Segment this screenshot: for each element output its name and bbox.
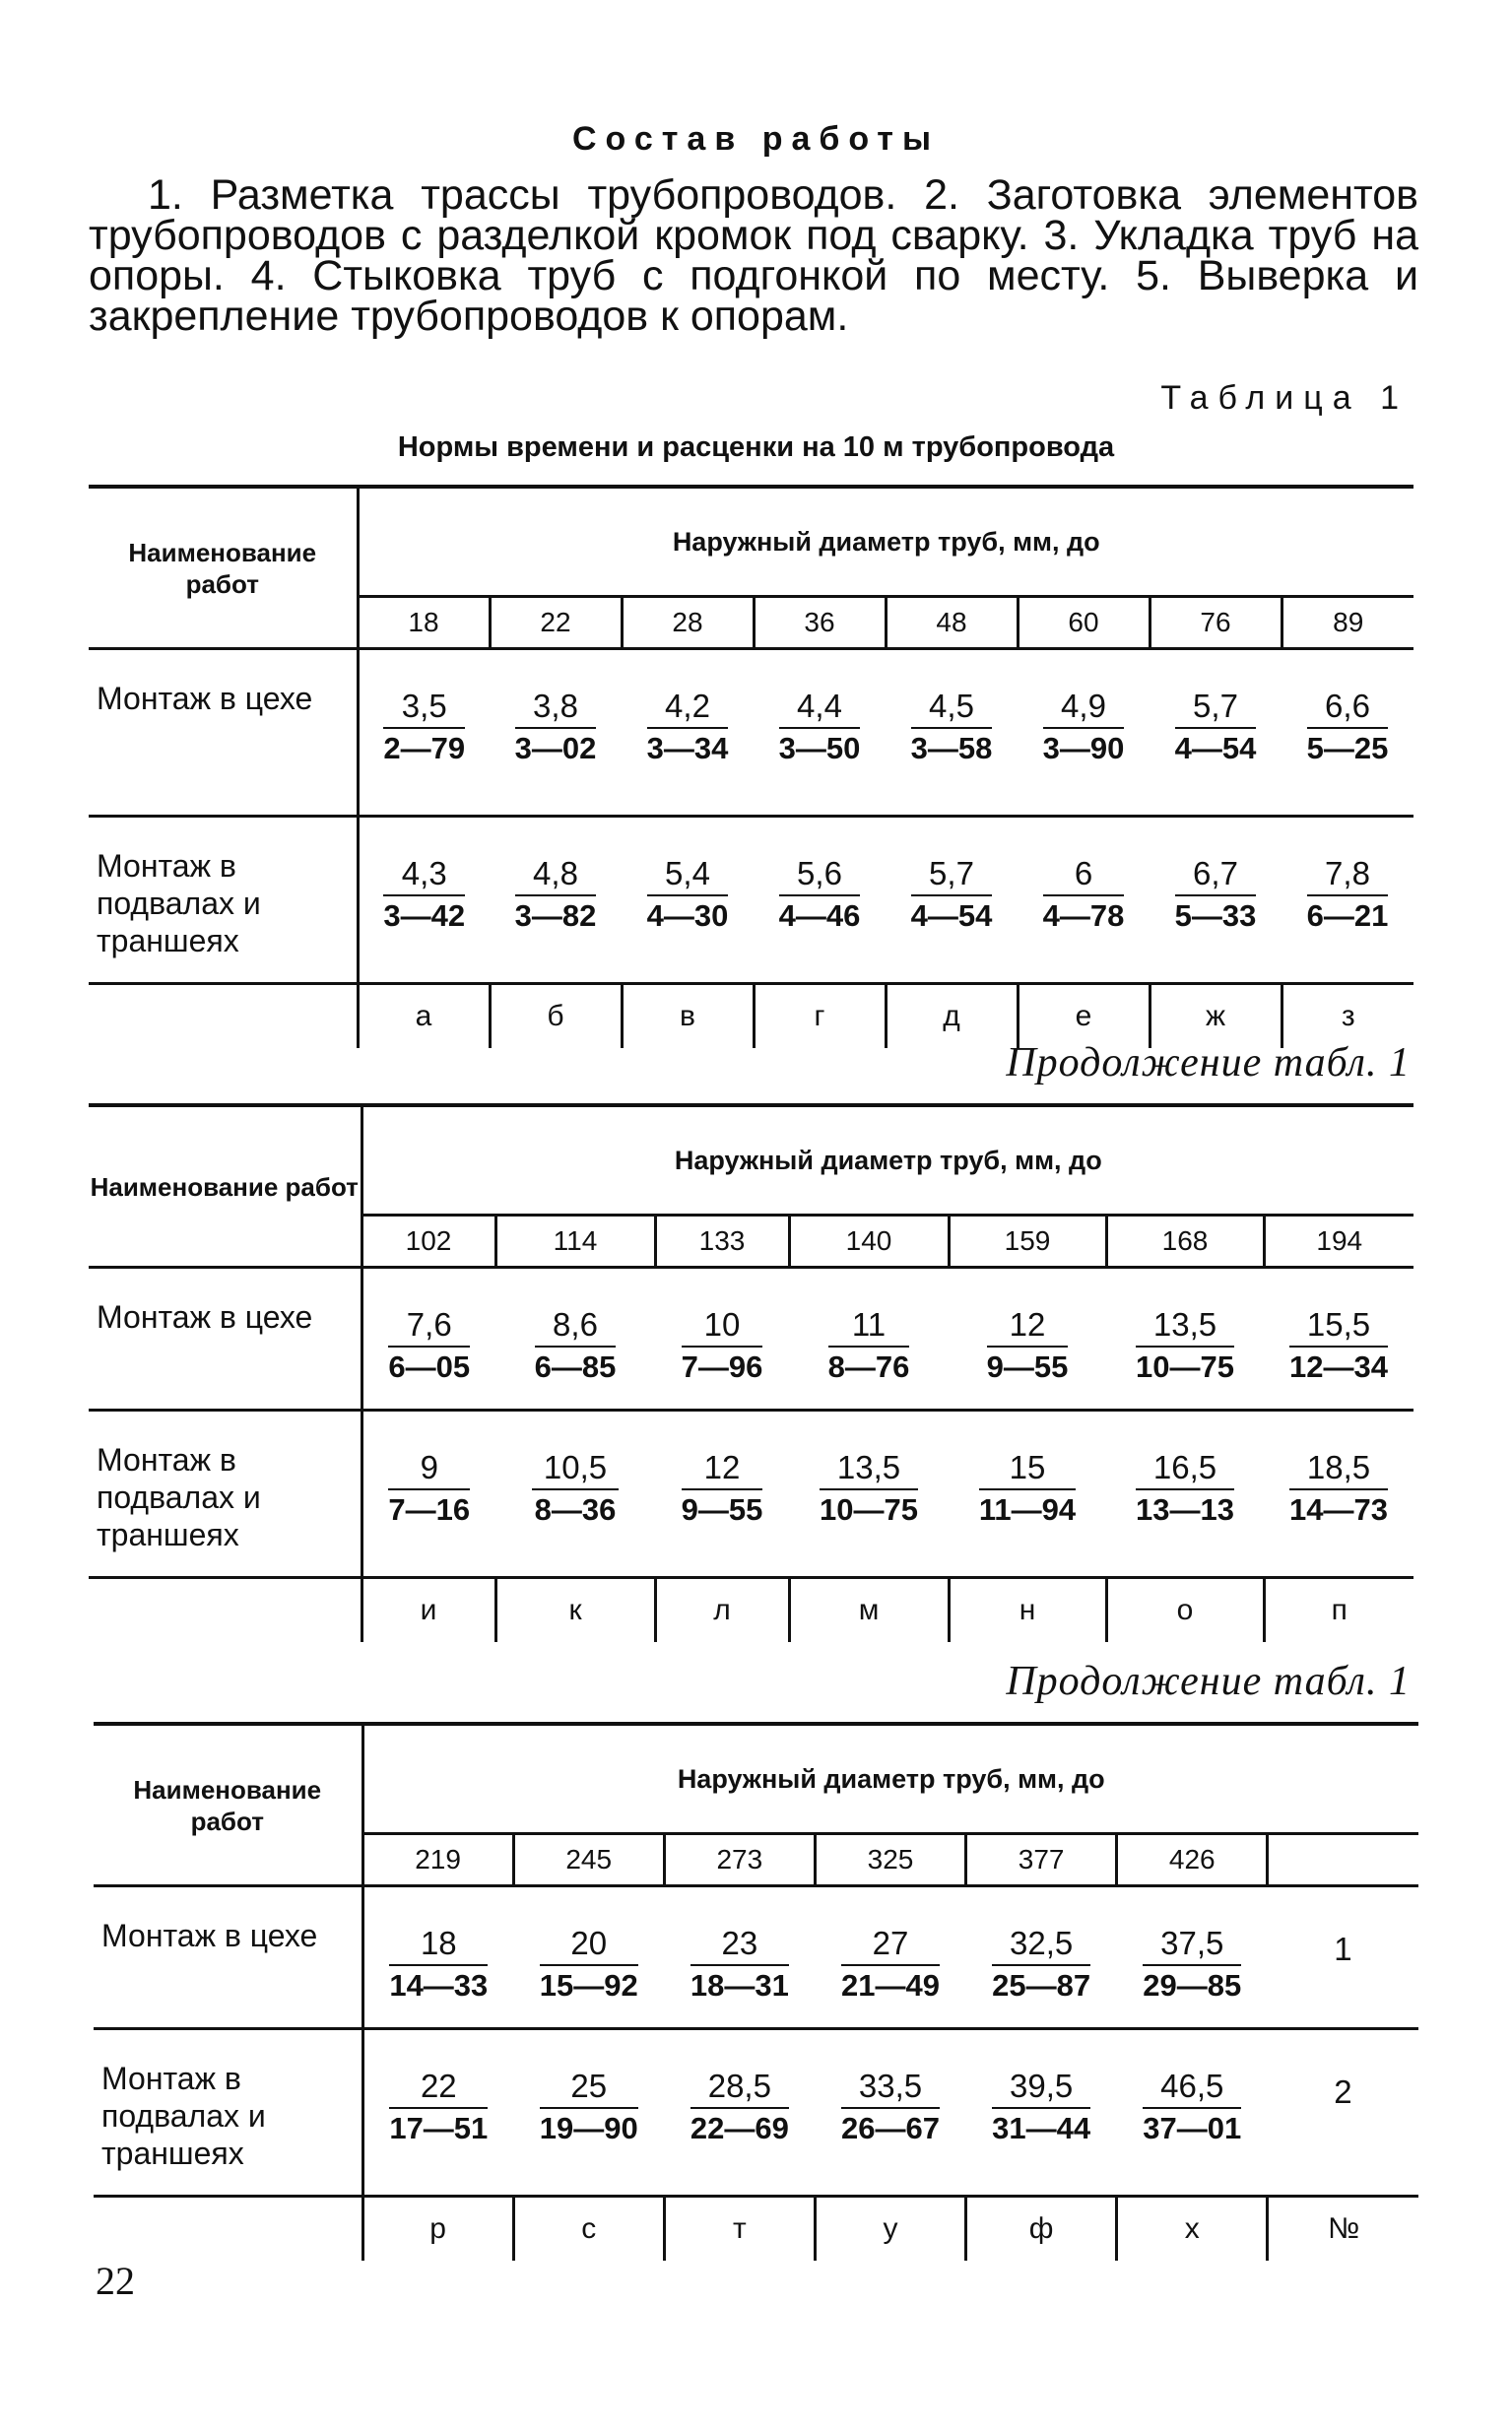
norm-cell: [513, 1886, 664, 2029]
column-letter: л: [655, 1578, 789, 1643]
norm-time: 12: [987, 1306, 1069, 1348]
norm-rate: 3—90: [1042, 731, 1125, 765]
norm-rate: 22—69: [690, 2111, 789, 2145]
diameter-cell: 168: [1106, 1216, 1264, 1268]
col-name-header: Наименование работ: [89, 1105, 362, 1268]
norm-time: 3,8: [515, 688, 597, 729]
norm-rate: 31—44: [992, 2111, 1091, 2145]
norm-time: 5,7: [911, 855, 993, 896]
diameter-cell: 377: [966, 1834, 1117, 1886]
norm-time: 5,7: [1175, 688, 1257, 729]
norm-rate: 19—90: [539, 2111, 638, 2145]
norm-rate: 8—36: [534, 1492, 617, 1527]
norm-cell: [1150, 649, 1282, 817]
norm-cell: [815, 2029, 965, 2197]
norm-time: 11: [828, 1306, 910, 1348]
norm-cell: [1117, 1886, 1268, 2029]
norm-time: 8,6: [535, 1306, 617, 1348]
norm-cell: [886, 649, 1018, 817]
norm-time: 37,5: [1143, 1925, 1241, 1966]
norm-rate: 6—85: [534, 1349, 617, 1384]
diameter-cell: 426: [1117, 1834, 1268, 1886]
norm-time: 15: [979, 1449, 1076, 1490]
section-heading: Состав работы: [572, 120, 940, 158]
norm-rate: 3—82: [514, 898, 597, 933]
norm-time: 10,5: [532, 1449, 619, 1490]
work-description-text: 1. Разметка трассы трубопроводов. 2. Заготовка элементов трубопроводов с разделкой кромок под сварку. 3. Укладка труб на опоры. 4. Стыковка труб с подгонкой по месту. 5. Выверка и закрепление трубопроводов к опорам.: [89, 171, 1418, 340]
column-letter: №: [1268, 2197, 1418, 2262]
norm-cell: [655, 1411, 789, 1578]
norm-cell: [966, 1886, 1117, 2029]
diameter-cell: 140: [789, 1216, 949, 1268]
diameter-cell: 89: [1282, 597, 1413, 649]
norm-rate: 6—05: [388, 1349, 471, 1384]
norm-cell: [754, 649, 886, 817]
norm-time: 33,5: [841, 2068, 940, 2109]
norm-rate: 21—49: [841, 1968, 940, 2003]
norm-cell: [362, 1886, 513, 2029]
norm-time: 16,5: [1136, 1449, 1234, 1490]
norm-cell: [513, 2029, 664, 2197]
diameter-cell: 22: [490, 597, 622, 649]
norm-time: 27: [841, 1925, 940, 1966]
diameter-cell: 273: [664, 1834, 815, 1886]
norm-rate: 4—30: [646, 898, 729, 933]
norm-time: 9: [388, 1449, 470, 1490]
norm-time: 6,7: [1175, 855, 1257, 896]
column-letter: д: [886, 984, 1018, 1049]
norm-rate: 3—50: [778, 731, 861, 765]
norm-time: 15,5: [1289, 1306, 1388, 1348]
diameter-cell: 194: [1264, 1216, 1413, 1268]
column-letter: х: [1117, 2197, 1268, 2262]
norm-rate: 26—67: [841, 2111, 940, 2145]
norm-time: 3,5: [383, 688, 465, 729]
column-letter: ж: [1150, 984, 1282, 1049]
norm-rate: 3—34: [646, 731, 729, 765]
column-letter: б: [490, 984, 622, 1049]
table-label: Таблица 1: [1160, 379, 1409, 417]
col-name-header: Наименование работ: [94, 1724, 362, 1886]
column-letter: в: [622, 984, 754, 1049]
column-letter: е: [1018, 984, 1150, 1049]
norm-rate: 29—85: [1143, 1968, 1242, 2003]
norm-cell: [362, 1268, 495, 1411]
column-letter: м: [789, 1578, 949, 1643]
norm-time: 22: [389, 2068, 488, 2109]
diameter-cell: 219: [362, 1834, 513, 1886]
norms-table-3: [94, 1722, 1418, 2261]
norm-rate: 17—51: [389, 2111, 489, 2145]
norm-rate: 4—46: [778, 898, 861, 933]
norm-cell: [622, 817, 754, 984]
norm-time: 20: [540, 1925, 638, 1966]
norm-time: 28,5: [690, 2068, 789, 2109]
row-name-basement: Монтаж в подвалах и траншеях: [89, 817, 358, 984]
diameter-cell: 114: [495, 1216, 655, 1268]
norm-time: 7,8: [1307, 855, 1389, 896]
row-name-shop: Монтаж в цехе: [89, 649, 358, 817]
norm-cell: [1264, 1411, 1413, 1578]
norm-time: 13,5: [1136, 1306, 1234, 1348]
norm-rate: 9—55: [681, 1492, 763, 1527]
diameter-cell: 133: [655, 1216, 789, 1268]
norm-time: 5,6: [779, 855, 861, 896]
norm-rate: 14—73: [1289, 1492, 1388, 1527]
col-name-header: Наименование работ: [89, 487, 358, 649]
column-letter: т: [664, 2197, 815, 2262]
norm-rate: 37—01: [1143, 2111, 1242, 2145]
norm-time: 18: [389, 1925, 488, 1966]
norm-rate: 15—92: [539, 1968, 638, 2003]
norm-time: 5,4: [647, 855, 729, 896]
norm-cell: [1018, 817, 1150, 984]
norm-rate: 4—54: [910, 898, 993, 933]
column-letter: у: [815, 2197, 965, 2262]
column-letter: а: [358, 984, 490, 1049]
norm-cell: [1282, 649, 1413, 817]
row-name-shop: Монтаж в цехе: [89, 1268, 362, 1411]
norm-cell: [622, 649, 754, 817]
norm-rate: 8—76: [827, 1349, 910, 1384]
norm-rate: 3—02: [514, 731, 597, 765]
diameter-cell: 159: [949, 1216, 1106, 1268]
norm-cell: [949, 1268, 1106, 1411]
norm-cell: [358, 817, 490, 984]
column-letter: к: [495, 1578, 655, 1643]
norm-cell: [1150, 817, 1282, 984]
norm-rate: 13—13: [1136, 1492, 1234, 1527]
continuation-label: Продолжение табл. 1: [1006, 1040, 1411, 1086]
diameter-header: Наружный диаметр труб, мм, до: [362, 1105, 1413, 1216]
diameter-header: Наружный диаметр труб, мм, до: [362, 1724, 1418, 1834]
norm-cell: [1117, 2029, 1268, 2197]
column-letter: г: [754, 984, 886, 1049]
norm-rate: 4—54: [1174, 731, 1257, 765]
norm-time: 4,8: [515, 855, 597, 896]
norm-cell: [362, 1411, 495, 1578]
norm-rate: 11—94: [978, 1492, 1077, 1527]
norm-time: 12: [682, 1449, 763, 1490]
diameter-cell: 18: [358, 597, 490, 649]
norm-time: 4,4: [779, 688, 861, 729]
column-letter: н: [949, 1578, 1106, 1643]
norm-time: 4,3: [383, 855, 465, 896]
norm-cell: [664, 2029, 815, 2197]
norm-cell: [789, 1268, 949, 1411]
norm-cell: [754, 817, 886, 984]
norm-cell: [495, 1411, 655, 1578]
norm-time: 4,2: [647, 688, 729, 729]
column-letter: р: [362, 2197, 513, 2262]
row-name-basement: Монтаж в подвалах и траншеях: [94, 2029, 362, 2197]
norm-cell: [1018, 649, 1150, 817]
diameter-header: Наружный диаметр труб, мм, до: [358, 487, 1413, 597]
norm-time: 23: [690, 1925, 789, 1966]
norm-time: 39,5: [992, 2068, 1090, 2109]
norm-cell: [358, 649, 490, 817]
norm-time: 4,9: [1043, 688, 1125, 729]
continuation-label: Продолжение табл. 1: [1006, 1659, 1411, 1704]
column-letter: п: [1264, 1578, 1413, 1643]
norm-rate: 4—78: [1042, 898, 1125, 933]
norm-cell: [1282, 817, 1413, 984]
norm-rate: 7—96: [681, 1349, 763, 1384]
diameter-cell: 102: [362, 1216, 495, 1268]
norm-rate: 5—33: [1174, 898, 1257, 933]
norm-cell: [789, 1411, 949, 1578]
diameter-cell: 76: [1150, 597, 1282, 649]
norm-cell: [966, 2029, 1117, 2197]
norm-rate: 10—75: [820, 1492, 918, 1527]
norm-rate: 14—33: [389, 1968, 489, 2003]
norm-rate: 7—16: [388, 1492, 471, 1527]
norm-time: 10: [682, 1306, 763, 1348]
norm-time: 6,6: [1307, 688, 1389, 729]
norm-cell: [655, 1268, 789, 1411]
column-letter: з: [1282, 984, 1413, 1049]
norm-cell: [1106, 1268, 1264, 1411]
row-name-basement: Монтаж в подвалах и траншеях: [89, 1411, 362, 1578]
norm-cell: [949, 1411, 1106, 1578]
norm-time: 7,6: [388, 1306, 470, 1348]
work-description: [89, 171, 1418, 340]
norm-cell: [815, 1886, 965, 2029]
column-letter: с: [513, 2197, 664, 2262]
norm-time: 6: [1043, 855, 1125, 896]
page-number: 22: [96, 2259, 135, 2303]
column-letter: и: [362, 1578, 495, 1643]
norm-cell: [886, 817, 1018, 984]
norms-table-1: [89, 485, 1413, 1048]
norm-time: 25: [540, 2068, 638, 2109]
norm-rate: 3—42: [383, 898, 466, 933]
norm-rate: 25—87: [992, 1968, 1091, 2003]
norm-cell: [362, 2029, 513, 2197]
table-title: Нормы времени и расценки на 10 м трубопровода: [397, 431, 1115, 463]
diameter-cell: 325: [815, 1834, 965, 1886]
column-letter: ф: [966, 2197, 1117, 2262]
row-number: 1: [1268, 1886, 1418, 2029]
norm-cell: [1264, 1268, 1413, 1411]
norm-time: 18,5: [1289, 1449, 1388, 1490]
norm-cell: [664, 1886, 815, 2029]
diameter-cell: 28: [622, 597, 754, 649]
column-letter: о: [1106, 1578, 1264, 1643]
norm-cell: [1106, 1411, 1264, 1578]
norm-time: 13,5: [820, 1449, 918, 1490]
norm-rate: 12—34: [1289, 1349, 1388, 1384]
norm-time: 32,5: [992, 1925, 1090, 1966]
norm-cell: [490, 649, 622, 817]
norm-cell: [495, 1268, 655, 1411]
norm-rate: 9—55: [986, 1349, 1069, 1384]
norm-rate: 5—25: [1306, 731, 1389, 765]
row-name-shop: Монтаж в цехе: [94, 1886, 362, 2029]
diameter-cell: 245: [513, 1834, 664, 1886]
row-number: 2: [1268, 2029, 1418, 2197]
norm-rate: 3—58: [910, 731, 993, 765]
norm-rate: 18—31: [690, 1968, 789, 2003]
norm-time: 4,5: [911, 688, 993, 729]
norm-cell: [490, 817, 622, 984]
norm-rate: 6—21: [1306, 898, 1389, 933]
diameter-cell: 48: [886, 597, 1018, 649]
norm-rate: 10—75: [1136, 1349, 1234, 1384]
norm-rate: 2—79: [383, 731, 466, 765]
norms-table-2: [89, 1103, 1413, 1642]
diameter-cell: 36: [754, 597, 886, 649]
diameter-cell: 60: [1018, 597, 1150, 649]
norm-time: 46,5: [1143, 2068, 1241, 2109]
diameter-cell: [1268, 1834, 1418, 1886]
